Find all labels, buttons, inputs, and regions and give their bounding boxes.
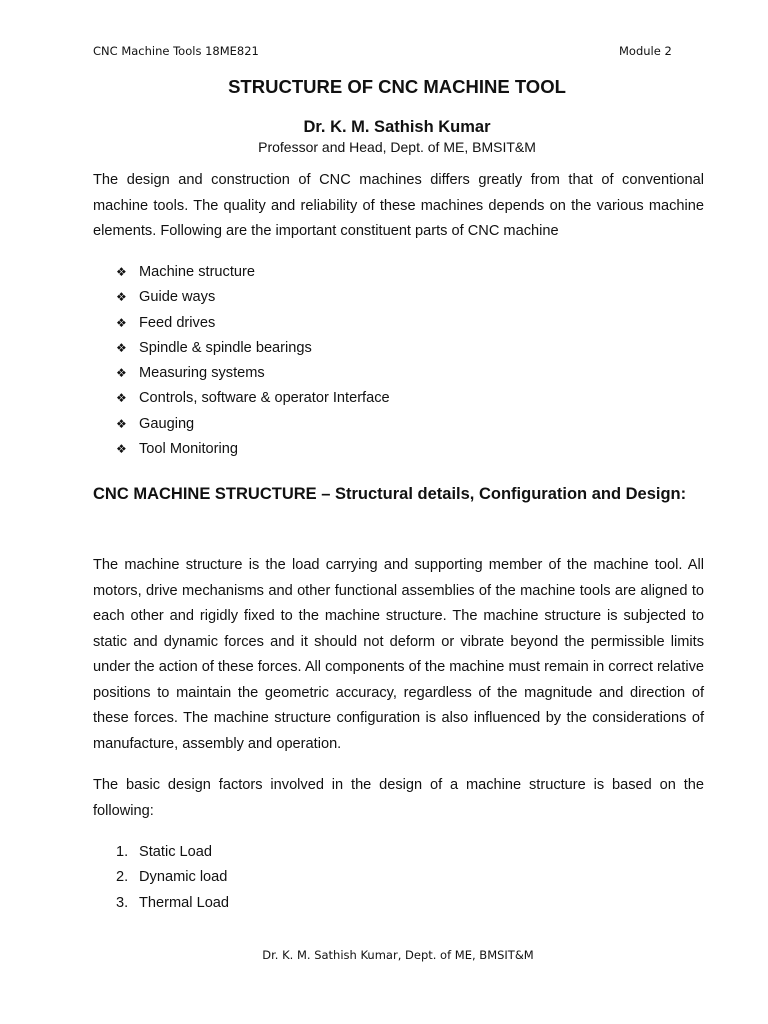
design-factors-list xyxy=(116,840,229,916)
list-item xyxy=(116,361,390,386)
list-item-label: Guide ways xyxy=(139,289,216,306)
list-item-label: Tool Monitoring xyxy=(139,441,238,458)
list-item-label: Measuring systems xyxy=(139,365,265,382)
list-item xyxy=(116,891,229,916)
diamond-bullet-icon: ❖ xyxy=(116,442,127,457)
constituent-parts-list xyxy=(116,260,390,462)
diamond-bullet-icon: ❖ xyxy=(116,315,127,330)
list-item-number: 1. xyxy=(116,844,129,860)
list-item xyxy=(116,412,390,437)
list-item xyxy=(116,285,390,310)
list-item xyxy=(116,840,229,865)
list-item xyxy=(116,865,229,890)
list-item xyxy=(116,311,390,336)
list-item-label: Spindle & spindle bearings xyxy=(139,339,312,356)
list-item-label: Static Load xyxy=(139,844,213,860)
structure-paragraph: The machine structure is the load carrying and supporting member of the machine tool. All motors, drive mechanisms and other functional assemblies of the machine tools are aligned to each other and rigidly fixed to the machine structure. The machine structure is subjected to static and dynamic forces and it should not deform or vibrate beyond the permissible limits under the action of these forces. All components of the machine must remain in correct relative positions to maintain the geometric accuracy, regardless of the magnitude and direction of these forces. The machine structure configuration is also influenced by the considerations of manufacture, assembly and operation. xyxy=(93,557,704,752)
diamond-bullet-icon: ❖ xyxy=(116,290,127,305)
diamond-bullet-icon: ❖ xyxy=(116,416,127,431)
diamond-bullet-icon: ❖ xyxy=(116,265,127,279)
list-item xyxy=(116,336,390,361)
design-factors-intro: The basic design factors involved in the design of a machine structure is based on the following: xyxy=(93,777,704,819)
running-header-module: Module 2 xyxy=(619,44,672,58)
diamond-bullet-icon: ❖ xyxy=(116,391,127,406)
intro-paragraph: The design and construction of CNC machines differs greatly from that of conventional machine tools. The quality and reliability of these machines depends on the various machine elements. Following are the important constituent parts of CNC machine xyxy=(93,172,704,239)
author-affiliation: Professor and Head, Dept. of ME, BMSIT&M xyxy=(258,139,536,155)
list-item-number: 3. xyxy=(116,894,129,911)
author-name: Dr. K. M. Sathish Kumar xyxy=(303,118,491,136)
list-item-label: Thermal Load xyxy=(139,894,230,911)
page-footer: Dr. K. M. Sathish Kumar, Dept. of ME, BMSIT&M xyxy=(262,948,534,962)
diamond-bullet-icon: ❖ xyxy=(116,366,127,381)
running-header-course: CNC Machine Tools 18ME821 xyxy=(93,44,259,58)
list-item-label: Machine structure xyxy=(139,264,255,280)
list-item xyxy=(116,437,390,462)
page-title: STRUCTURE OF CNC MACHINE TOOL xyxy=(228,76,566,97)
section-heading: CNC MACHINE STRUCTURE – Structural details, Configuration and Design: xyxy=(93,485,687,503)
list-item-label: Gauging xyxy=(139,415,195,432)
diamond-bullet-icon: ❖ xyxy=(116,340,127,355)
list-item-label: Feed drives xyxy=(139,314,216,331)
list-item-number: 2. xyxy=(116,869,129,886)
list-item-label: Controls, software & operator Interface xyxy=(139,390,390,407)
list-item xyxy=(116,386,390,411)
list-item xyxy=(116,260,390,285)
list-item-label: Dynamic load xyxy=(139,869,228,886)
